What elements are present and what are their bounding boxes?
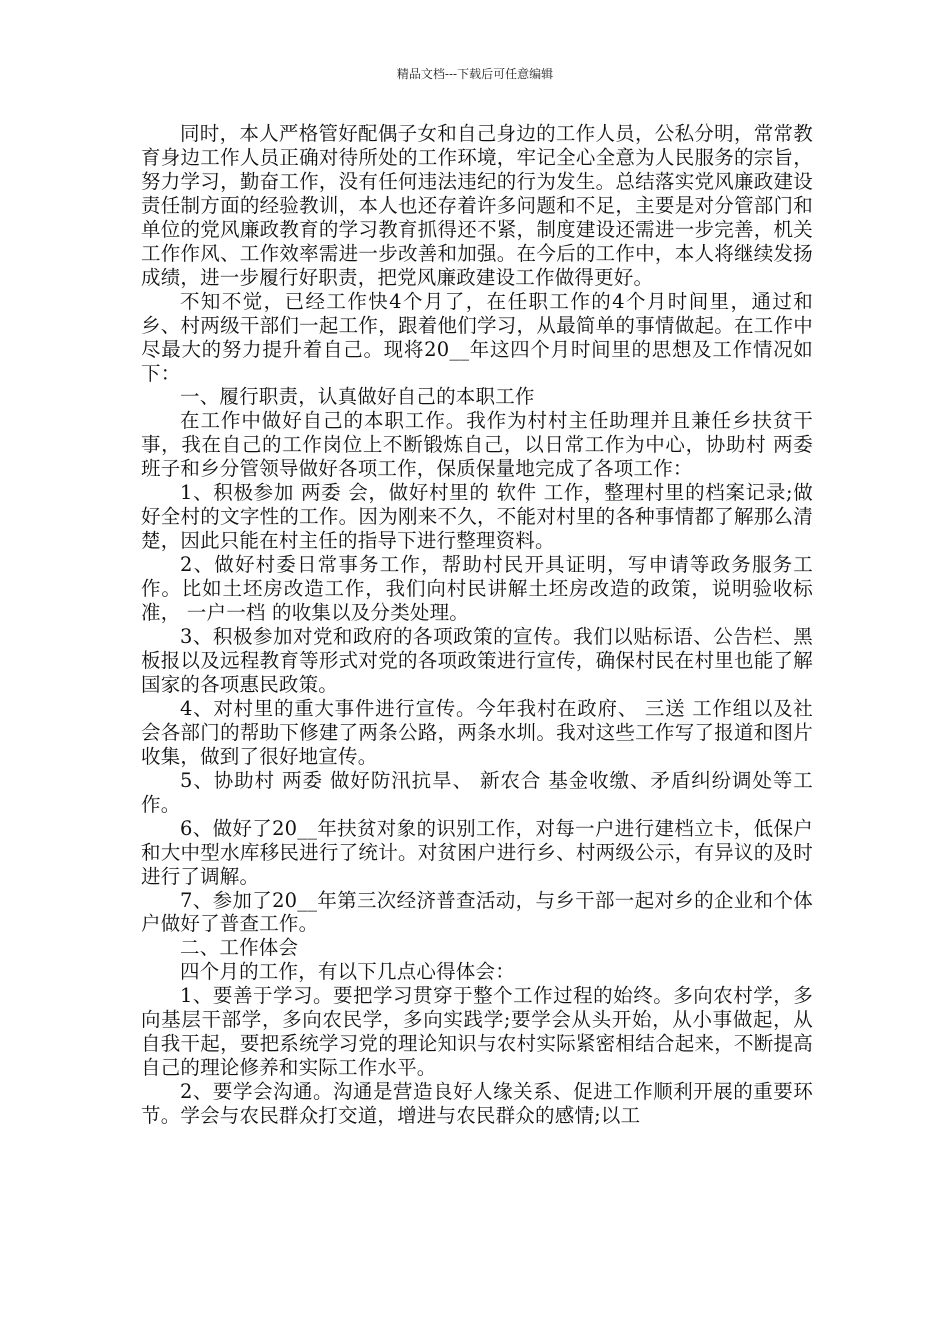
list-item-3: 3、积极参加对党和政府的各项政策的宣传。我们以贴标语、公告栏、黑板报以及远程教育等形式对党的各项政策进行宣传，确保村民在村里也能了解国家的各项惠民政策。: [141, 625, 813, 696]
paragraph-experience-intro: 四个月的工作，有以下几点心得体会：: [180, 960, 515, 984]
list-item-5: 5、协助村 两委 做好防汛抗旱、 新农合 基金收缴、矛盾纠纷调处等工作。: [141, 768, 813, 816]
list-item-2: 2、做好村委日常事务工作，帮助村民开具证明，写申请等政务服务工作。比如土坯房改造工作，我们向村民讲解土坯房改造的政策，说明验收标准， 一户一档 的收集以及分类处理。: [141, 553, 813, 625]
paragraph-work-intro: 不知不觉，已经工作快4个月了，在任职工作的4个月时间里，通过和乡、村两级干部们一起工作，跟着他们学习，从最简单的事情做起。在工作中尽最大的努力提升着自己。现将20__年这四个月时间里的思想及工作情况如下：: [141, 289, 813, 385]
list-item-7: 7、参加了20__年第三次经济普查活动，与乡干部一起对乡的企业和个体户做好了普查工作。: [141, 888, 813, 936]
experience-item-2: 2、要学会沟通。沟通是营造良好人缘关系、促进工作顺利开展的重要环节。学会与农民群众打交道，增进与农民群众的感情;以工: [141, 1080, 813, 1128]
section-heading-experience: 二、工作体会: [180, 936, 299, 960]
page-header: 精品文档---下载后可任意编辑: [396, 67, 554, 81]
list-item-6: 6、做好了20__年扶贫对象的识别工作，对每一户进行建档立卡，低保户和大中型水库移民进行了统计。对贫困户进行乡、村两级公示，有异议的及时进行了调解。: [141, 816, 813, 888]
list-item-4: 4、对村里的重大事件进行宣传。今年我村在政府、 三送 工作组以及社会各部门的帮助下修建了两条公路，两条水圳。我对这些工作写了报道和图片收集，做到了很好地宣传。: [141, 696, 813, 768]
paragraph-discipline-summary: 同时，本人严格管好配偶子女和自己身边的工作人员，公私分明，常常教育身边工作人员正确对待所处的工作环境，牢记全心全意为人民服务的宗旨，努力学习，勤奋工作，没有任何违法违纪的行为发生。总结落实党风廉政建设责任制方面的经验教训，本人也还存着许多问题和不足，主要是对分管部门和单位的党风廉政教育的学习教育抓得还不紧，制度建设还需进一步完善，机关工作作风、工作效率需进一步改善和加强。在今后的工作中，本人将继续发扬成绩，进一步履行好职责，把党风廉政建设工作做得更好。: [141, 122, 813, 289]
section-heading-duties: 一、履行职责，认真做好自己的本职工作: [180, 385, 535, 409]
experience-item-1: 1、要善于学习。要把学习贯穿于整个工作过程的始终。多向农村学，多向基层干部学，多向农民学，多向实践学;要学会从头开始，从小事做起，从自我干起，要把系统学习党的理论知识与农村实际紧密相结合起来，不断提高自己的理论修养和实际工作水平。: [141, 984, 813, 1080]
document-body: [141, 122, 820, 1128]
paragraph-duties-overview: 在工作中做好自己的本职工作。我作为村村主任助理并且兼任乡扶贫干事，我在自己的工作岗位上不断锻炼自己，以日常工作为中心，协助村 两委 班子和乡分管领导做好各项工作，保质保量地完成了各项工作：: [141, 409, 820, 481]
list-item-1: 1、积极参加 两委 会，做好村里的 软件 工作，整理村里的档案记录;做好全村的文字性的工作。因为刚来不久，不能对村里的各种事情都了解那么清楚，因此只能在村主任的指导下进行整理资料。: [141, 481, 813, 553]
